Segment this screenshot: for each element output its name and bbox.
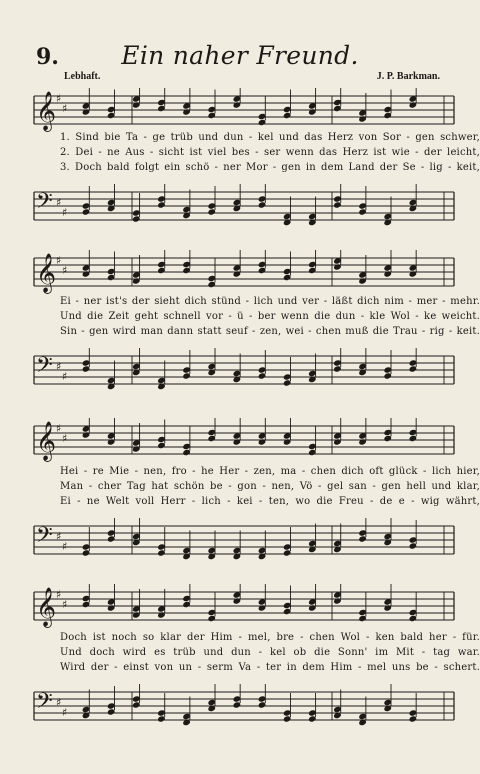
hymn-title: Ein naher Freund. xyxy=(121,41,359,70)
bass-clef: 𝄢 xyxy=(36,523,53,553)
lyric-line-verse-3: Wird der - einst von un - serm Va - ter in dem Him - mel uns be - schert. xyxy=(60,662,480,673)
lyric-line-verse-3: Sin - gen wird man dann statt seuf - zen, wei - chen muß die Trau - rig - keit. xyxy=(60,326,480,337)
sharp-sign: ♯ xyxy=(62,706,68,719)
composer-credit: J. P. Barkman. xyxy=(376,71,440,82)
sharp-sign: ♯ xyxy=(56,360,62,373)
music-system-1 xyxy=(28,88,480,228)
treble-staff xyxy=(28,88,460,138)
bass-staff xyxy=(28,518,460,568)
sharp-sign: ♯ xyxy=(56,254,62,267)
treble-staff xyxy=(28,418,460,468)
tempo-marking: Lebhaft. xyxy=(64,71,101,82)
lyric-line-verse-1: Hei - re Mie - nen, fro - he Her - zen, ma - chen dich oft glück - lich hier, xyxy=(60,466,480,477)
bass-staff xyxy=(28,184,460,234)
sharp-sign: ♯ xyxy=(62,264,68,277)
sharp-sign: ♯ xyxy=(56,696,62,709)
lyric-line-verse-1: Doch ist noch so klar der Him - mel, bre - chen Wol - ken bald her - für. xyxy=(60,632,480,643)
sharp-sign: ♯ xyxy=(62,102,68,115)
sharp-sign: ♯ xyxy=(62,598,68,611)
treble-clef: 𝄞 xyxy=(36,421,57,461)
sharp-sign: ♯ xyxy=(62,206,68,219)
lyric-line-verse-3: Ei - ne Welt voll Herr - lich - kei - ten, wo die Freu - de e - wig währt, xyxy=(60,496,480,507)
hymn-number: 9. xyxy=(36,44,59,70)
lyric-line-verse-1: 1. Sind bie Ta - ge trüb und dun - kel und das Herz von Sor - gen schwer, xyxy=(60,132,480,143)
lyric-line-verse-2: Und doch wird es trüb und dun - kel ob die Sonn' im Mit - tag war. xyxy=(60,647,480,658)
music-system-4 xyxy=(28,584,480,734)
music-system-2 xyxy=(28,250,480,390)
treble-staff xyxy=(28,584,460,634)
lyric-line-verse-2: 2. Dei - ne Aus - sicht ist viel bes - ser wenn das Herz ist wie - der leicht, xyxy=(60,147,480,158)
sharp-sign: ♯ xyxy=(62,370,68,383)
bass-clef: 𝄢 xyxy=(36,189,53,219)
treble-clef: 𝄞 xyxy=(36,587,57,627)
sharp-sign: ♯ xyxy=(62,432,68,445)
bass-clef: 𝄢 xyxy=(36,353,53,383)
bass-staff xyxy=(28,348,460,398)
sharp-sign: ♯ xyxy=(56,530,62,543)
bass-clef: 𝄢 xyxy=(36,689,53,719)
lyric-line-verse-2: Man - cher Tag hat schön be - gon - nen, Vö - gel san - gen hell und klar, xyxy=(60,481,480,492)
treble-clef: 𝄞 xyxy=(36,91,57,131)
lyric-line-verse-2: Und die Zeit geht schnell vor - ü - ber wenn die dun - kle Wol - ke weicht. xyxy=(60,311,480,322)
music-system-3 xyxy=(28,418,480,558)
treble-staff xyxy=(28,250,460,300)
sharp-sign: ♯ xyxy=(62,540,68,553)
sharp-sign: ♯ xyxy=(56,196,62,209)
hymn-header xyxy=(0,0,480,90)
treble-clef: 𝄞 xyxy=(36,253,57,293)
lyric-line-verse-3: 3. Doch bald folgt ein schö - ner Mor - gen in dem Land der Se - lig - keit, xyxy=(60,162,480,173)
sharp-sign: ♯ xyxy=(56,588,62,601)
bass-staff xyxy=(28,684,460,734)
sharp-sign: ♯ xyxy=(56,92,62,105)
lyric-line-verse-1: Ei - ner ist's der sieht dich stünd - lich und ver - läßt dich nim - mer - mehr. xyxy=(60,296,480,307)
sharp-sign: ♯ xyxy=(56,422,62,435)
